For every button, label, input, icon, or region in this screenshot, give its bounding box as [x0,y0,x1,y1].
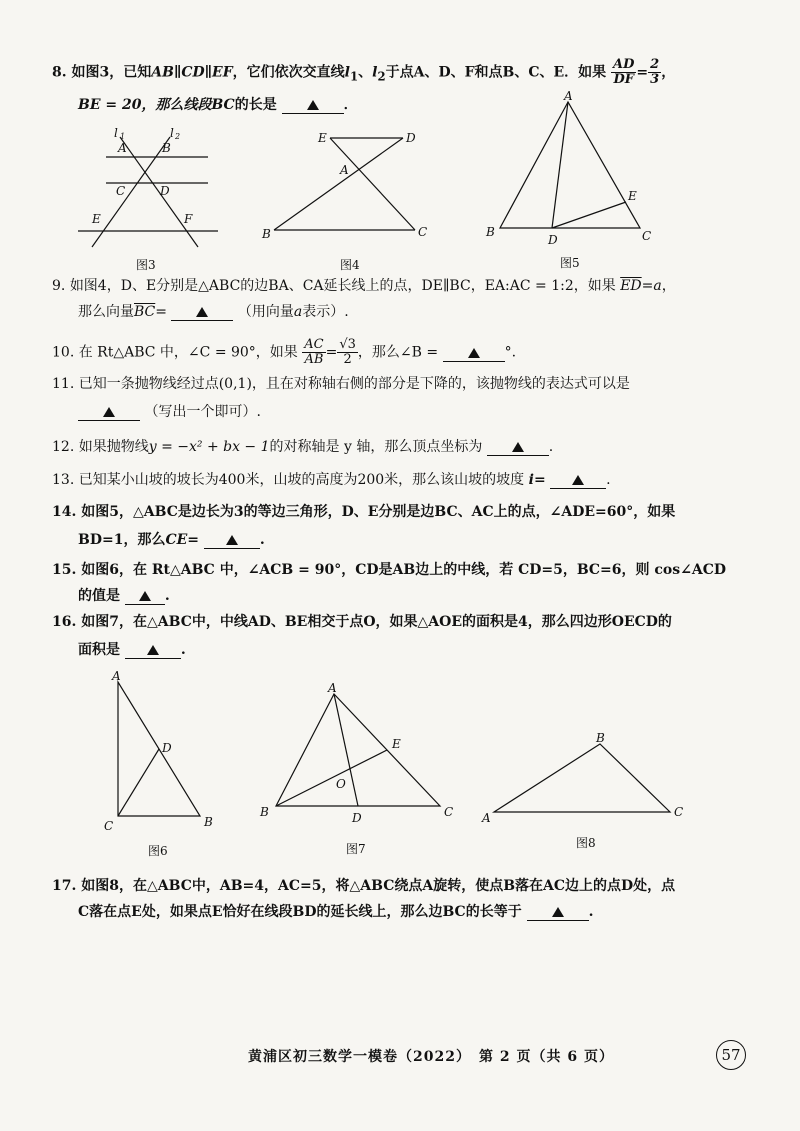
fig8-triangle-abc [494,744,670,812]
fig4-label-b: B [262,227,271,241]
fig7-label-d: D [352,811,362,825]
q9-line2-d: 表示）. [302,304,349,320]
q8-l2-sub: 2 [377,69,386,84]
answer-triangle-icon [552,907,564,917]
question-15-line2 [78,586,170,606]
q13-text-a: 已知某小山坡的坡长为400米，山坡的高度为200米，那么该山坡的坡度 [78,472,525,488]
question-8 [52,58,742,87]
fig8-label-b: B [596,731,605,745]
q8-answer-blank[interactable] [282,97,344,114]
q12-expression: y = −x² + bx − 1 [148,439,270,455]
q12-answer-blank[interactable] [487,439,549,456]
q17-number: 17. [52,878,77,894]
question-9-line2 [78,302,349,322]
q14-number: 14. [52,504,77,520]
q8-text-a: 如图3，已知 [71,64,152,81]
fig4-label-d: D [406,131,416,145]
q9-text: 如图4，D、E分别是△ABC的边BA、CA延长线上的点，DE∥BC，EA:AC = 1:2，如果 [69,278,616,294]
fig3-label-l2: l [170,126,174,140]
fig7-label-b: B [260,805,269,819]
q16-end: . [180,642,186,658]
fig3-label-b: B [162,141,171,155]
q9-vector-ed: $\overline{ED}$ [620,278,642,294]
q13-end: . [606,472,611,488]
fig6-label-a: A [112,669,121,683]
q13-answer-blank[interactable] [550,472,606,489]
q15-end: . [164,588,170,604]
q9-vector-bc: $\overline{BC}$ [134,304,156,320]
fig4-segment-db [274,138,403,230]
question-17-line2 [78,902,593,922]
q14-answer-blank[interactable] [204,532,260,549]
fig6-segment-cd [118,749,159,816]
fig8-caption: 图8 [576,836,596,850]
fig7-caption: 图7 [346,842,366,856]
fig6-label-d: D [162,741,172,755]
q9-eq: = [641,278,654,294]
question-10 [52,338,742,367]
q10-fraction-ac-ab: $\frac{AC}{AB}$ [304,337,324,367]
q15-text: 如图6，在 Rt△ABC 中，∠ACB = 90°，CD是AB边上的中线，若 CD=5，BC=6，则 cos∠ACD [81,562,727,578]
q14-end: . [259,532,265,548]
q8-text-c: 于点A、D、F和点B、C、E．如果 [385,64,607,81]
fig5-caption: 图5 [560,256,580,270]
page-circle-number: 57 [716,1040,746,1070]
fig3-label-l2-sub: 2 [175,132,181,141]
figure-4 [260,128,430,243]
q8-l2: l [372,64,378,81]
q16-number: 16. [52,614,77,630]
q17-answer-blank[interactable] [527,904,589,921]
q14-text: 如图5，△ABC是边长为3的等边三角形，D、E分别是边BC、AC上的点，∠ADE=60°，如果 [81,504,676,520]
q11-number: 11. [52,376,75,392]
q8-condition: AB∥CD∥EF [151,64,233,81]
q12-number: 12. [52,439,75,455]
fig3-label-c: C [116,184,126,198]
fig7-label-o: O [336,777,346,791]
q8-sep: 、 [358,64,373,81]
q17-end: . [588,904,594,920]
fig7-label-a: A [328,681,337,695]
question-14-line2 [78,530,265,550]
q12-end: . [548,439,554,455]
question-11 [52,374,742,394]
q11-text: 已知一条抛物线经过点(0,1)，且在对称轴右侧的部分是下降的，该抛物线的表达式可以是 [78,376,630,392]
fig5-label-a: A [564,89,573,103]
q8-text-b: ，它们依次交直线 [232,64,345,81]
figure-5 [480,89,660,247]
fig7-label-c: C [444,805,454,819]
fig5-label-d: D [548,233,558,247]
q15-number: 15. [52,562,77,578]
q8-line2-b: BC [211,97,235,113]
q9-number: 9. [52,278,66,294]
fig3-label-e: E [92,212,101,226]
q12-text-b: 的对称轴是 y 轴，那么顶点坐标为 [269,439,483,455]
q16-text: 如图7，在△ABC中，中线AD、BE相交于点O，如果△AOE的面积是4，那么四边形OECD的 [81,614,672,630]
q17-text: 如图8，在△ABC中，AB=4，AC=5，将△ABC绕点A旋转，使点B落在AC边上的点D处，点 [81,878,676,894]
q8-eq: = [636,64,649,81]
fig6-caption: 图6 [148,844,168,858]
question-12 [52,437,742,457]
figure-7 [256,680,466,830]
fig3-label-l1-sub: 1 [120,132,126,141]
q9-comma: ， [661,278,676,294]
q8-end: ． [343,97,358,113]
q8-line2-c: 的长是 [234,97,277,113]
answer-triangle-icon [103,407,115,417]
q10-answer-blank[interactable] [443,345,505,362]
fig8-label-c: C [674,805,684,819]
q11-line2: （写出一个即可）. [144,404,261,420]
answer-triangle-icon [307,100,319,110]
question-17 [52,876,742,896]
q10-text-b: ，那么∠B = [357,344,439,361]
q17-line2: C落在点E处，如果点E恰好在线段BD的延长线上，那么边BC的长等于 [78,904,522,920]
fig7-label-e: E [392,737,401,751]
figure-6 [100,669,230,834]
q16-line2: 面积是 [78,642,120,658]
q10-fraction-root3: $\frac{√3}{2}$ [339,337,356,367]
q15-line2: 的值是 [78,588,120,604]
fig4-label-a: A [340,163,349,177]
q8-l1-sub: 1 [350,69,359,84]
fig6-label-b: B [204,815,213,829]
q16-answer-blank[interactable] [125,642,181,659]
fig7-triangle-abc [276,694,440,806]
figure-3 [78,125,228,250]
question-8-line2 [78,95,358,115]
question-14 [52,502,742,522]
fig7-median-be [276,750,387,806]
q8-line2-a: BE = 20，那么线段 [78,97,212,113]
question-13 [52,470,742,490]
q8-fraction-ad-df: $\frac{AD}{DF}$ [613,57,635,87]
fig5-label-e: E [628,189,637,203]
question-16 [52,612,742,632]
answer-triangle-icon [139,591,151,601]
q8-comma: ， [661,64,676,81]
q14-line2-b: CE= [165,532,199,548]
q8-fraction-ratio: $\frac{2}{3}$ [650,57,660,87]
fig4-label-e: E [318,131,327,145]
question-16-line2 [78,640,186,660]
fig3-label-d: D [160,184,170,198]
q13-eq: = [533,472,546,488]
q13-var-i: i [528,472,534,488]
q14-line2-a: BD=1，那么 [78,532,166,548]
q15-answer-blank[interactable] [125,588,165,605]
q8-number: 8. [52,64,67,81]
fig3-label-a: A [118,141,127,155]
fig8-label-a: A [482,811,491,825]
q9-vector-a: a [653,278,662,294]
q11-answer-blank[interactable] [78,404,140,421]
q10-eq: = [325,344,338,361]
q9-vector-a2: a [293,304,303,320]
fig3-caption: 图3 [136,258,156,272]
q9-answer-blank[interactable] [171,304,233,321]
figure-8 [480,732,690,832]
answer-triangle-icon [196,307,208,317]
answer-triangle-icon [147,645,159,655]
fig5-label-c: C [642,229,652,243]
page-footer: 黄浦区初三数学一模卷（2022） 第 2 页（共 6 页） [248,1049,614,1065]
q10-number: 10. [52,344,75,361]
q13-number: 13. [52,472,75,488]
answer-triangle-icon [512,442,524,452]
fig5-segment-ad [552,102,568,228]
fig3-label-f: F [184,212,193,226]
answer-triangle-icon [572,475,584,485]
fig4-label-c: C [418,225,428,239]
fig3-label-l1: l [114,126,118,140]
q9-line2-c: （用向量 [237,304,294,320]
question-15 [52,560,742,580]
fig6-label-c: C [104,819,114,833]
fig4-segment-ec [330,138,415,230]
fig5-segment-de [552,202,626,228]
fig4-caption: 图4 [340,258,360,272]
q10-text-a: 在 Rt△ABC 中，∠C = 90°，如果 [78,344,298,361]
q8-l1: l [344,64,350,81]
fig5-triangle-abc [500,102,640,228]
q10-end: °. [504,344,517,361]
q12-text-a: 如果抛物线 [78,439,149,455]
question-9 [52,276,742,296]
answer-triangle-icon [226,535,238,545]
q9-line2-b: = [155,304,167,320]
q9-line2-a: 那么向量 [78,304,134,320]
answer-triangle-icon [468,348,480,358]
fig5-label-b: B [486,225,495,239]
question-11-line2 [78,402,261,422]
